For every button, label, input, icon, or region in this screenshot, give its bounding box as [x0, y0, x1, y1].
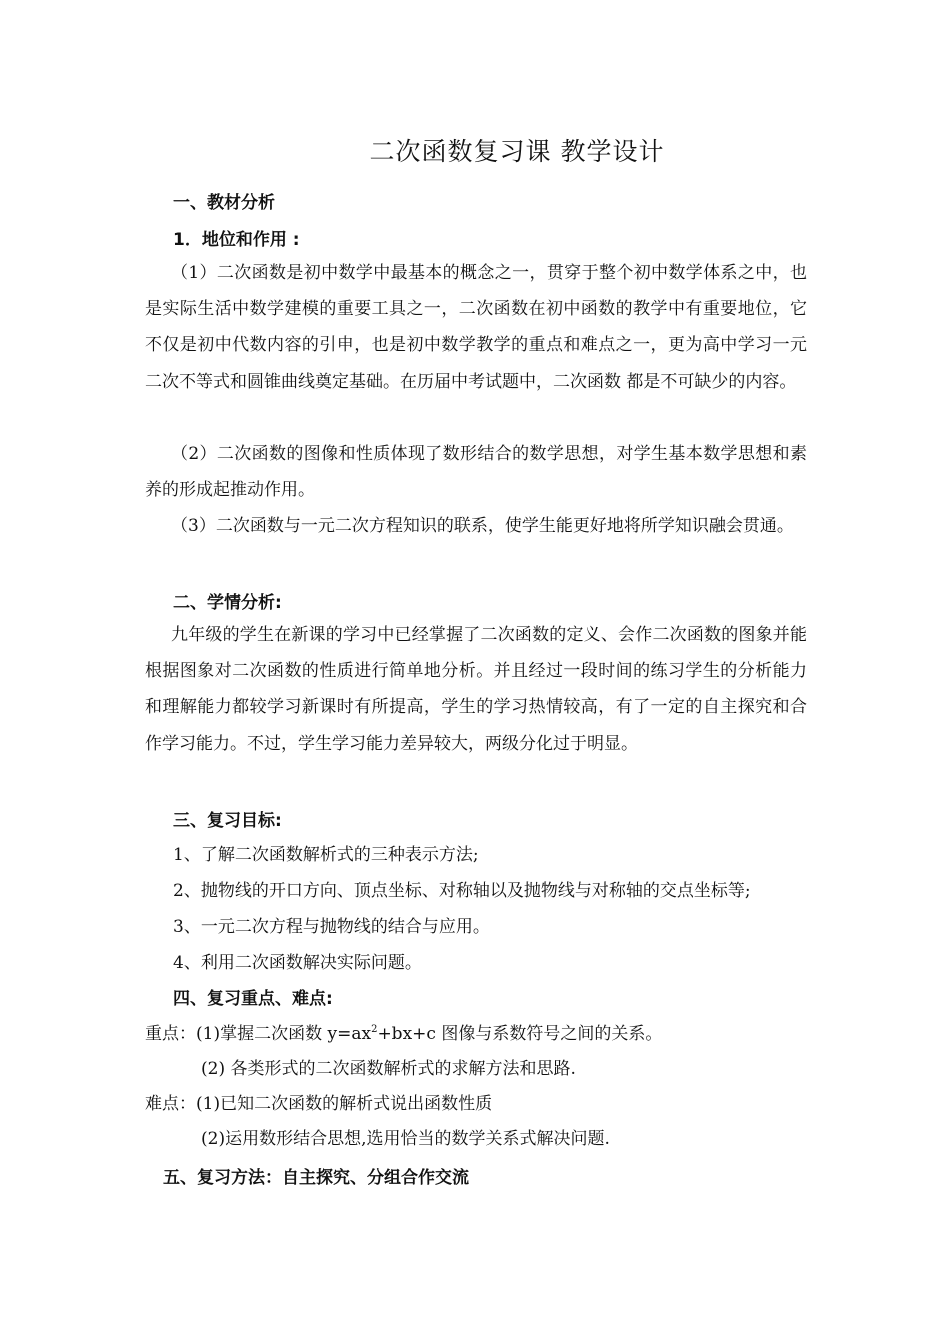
paragraph-role-1: （1）二次函数是初中数学中最基本的概念之一，贯穿于整个初中数学体系之中，也是实际生活中数学建模的重要工具之一，二次函数在初中函数的教学中有重要地位，它不仅是初中代数内容的引申，也是初中数学教学的重点和难点之一，更为高中学习一元二次不等式和圆锥曲线奠定基础。在历届中考试题中，二次函数 都是不可缺少的内容。: [145, 263, 807, 392]
section-heading-student-analysis: 二、学情分析:: [173, 593, 282, 613]
section-heading-goals: 三、复习目标:: [173, 811, 282, 831]
paragraph-role-3: （3）二次函数与一元二次方程知识的联系，使学生能更好地将所学知识融会贯通。: [171, 516, 794, 536]
key-point-1-superscript: 2: [371, 1024, 378, 1035]
goal-item: 4、利用二次函数解决实际问题。: [173, 953, 422, 973]
key-point-2: (2) 各类形式的二次函数解析式的求解方法和思路.: [201, 1059, 576, 1079]
document-title: 二次函数复习课 教学设计: [369, 137, 665, 166]
difficult-point-2: (2)运用数形结合思想,选用恰当的数学关系式解决问题.: [201, 1129, 610, 1149]
section-heading-key-points: 四、复习重点、难点:: [173, 989, 333, 1009]
goal-item: 2、抛物线的开口方向、顶点坐标、对称轴以及抛物线与对称轴的交点坐标等;: [173, 881, 751, 901]
paragraph-student-analysis: 九年级的学生在新课的学习中已经掌握了二次函数的定义、会作二次函数的图象并能根据图象对二次函数的性质进行简单地分析。并且经过一段时间的练习学生的分析能力和理解能力都较学习新课时有所提高，学生的学习热情较高，有了一定的自主探究和合作学习能力。不过，学生学习能力差异较大，两级分化过于明显。: [145, 625, 807, 754]
difficult-points-line-1: [145, 1089, 492, 1114]
section-heading-materials: 一、教材分析: [173, 193, 275, 213]
key-point-1-prefix: (1)掌握二次函数 y=ax: [196, 1024, 372, 1044]
key-points-line-1: [145, 1019, 662, 1044]
key-label: 重点：: [145, 1024, 196, 1044]
goal-item: 1、了解二次函数解析式的三种表示方法;: [173, 845, 479, 865]
difficult-point-1: (1)已知二次函数的解析式说出函数性质: [196, 1094, 493, 1114]
paragraph-role-2: （2）二次函数的图像和性质体现了数形结合的数学思想，对学生基本数学思想和素养的形成起推动作用。: [145, 444, 807, 501]
key-point-1-suffix: +bx+c 图像与系数符号之间的关系。: [377, 1024, 663, 1044]
section-heading-method: 五、复习方法：自主探究、分组合作交流: [163, 1168, 469, 1188]
sub-heading-role: 1．地位和作用 :: [173, 230, 300, 250]
goal-item: 3、一元二次方程与抛物线的结合与应用。: [173, 917, 490, 937]
difficult-label: 难点：: [145, 1094, 196, 1114]
